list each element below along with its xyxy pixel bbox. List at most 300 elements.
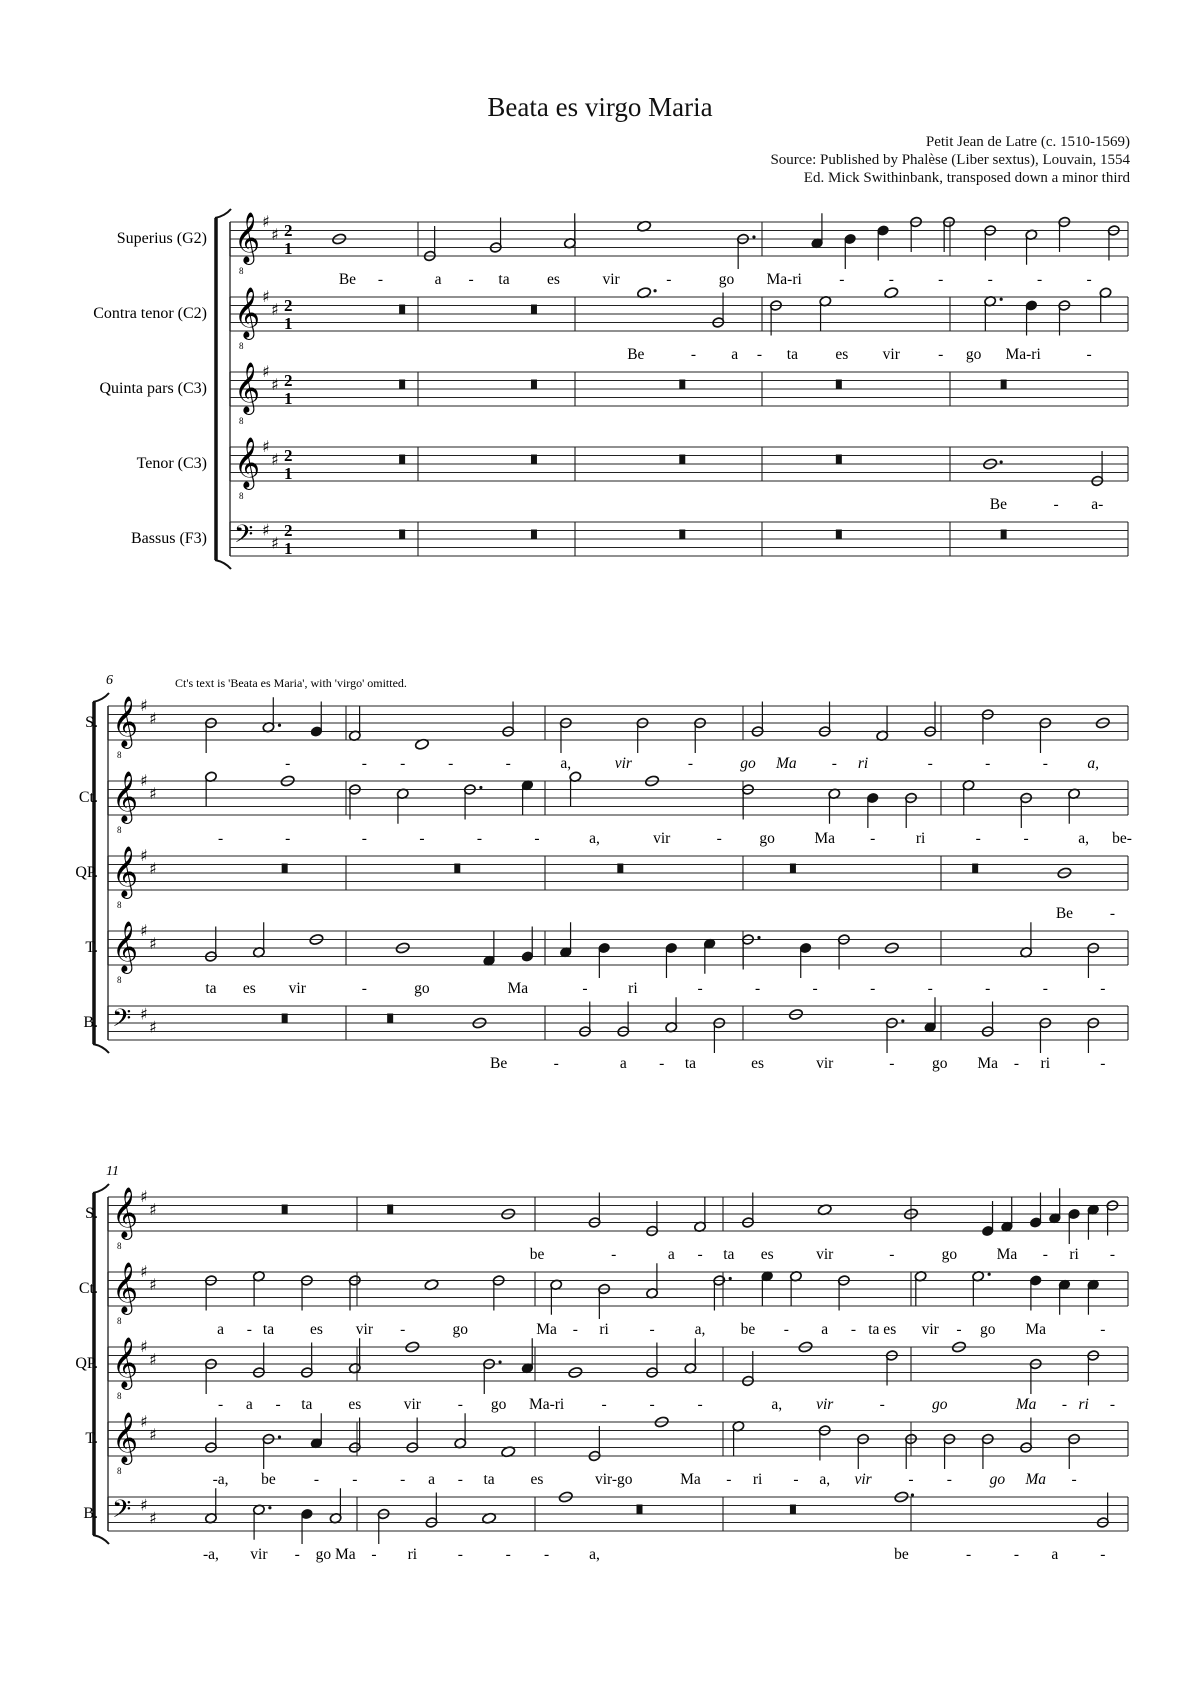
- lyric-syllable: -: [987, 271, 993, 288]
- treble-clef-icon: 𝄞: [112, 696, 139, 747]
- lyric-syllable: -: [870, 830, 876, 847]
- lyric-syllable: -: [908, 1471, 914, 1488]
- lyric-syllable: Ma: [776, 755, 797, 772]
- lyric-syllable: -: [572, 1321, 578, 1338]
- lyric-syllable: -: [352, 1471, 358, 1488]
- lyric-syllable: -: [1086, 346, 1092, 363]
- staff: [85, 921, 1128, 997]
- lyric-syllable: -: [938, 271, 944, 288]
- lyric-syllable: a-: [1091, 496, 1104, 513]
- rest-icon: [836, 455, 842, 465]
- dot: [278, 724, 281, 727]
- lyric-syllable: es: [309, 1321, 323, 1338]
- rest-icon: [399, 455, 405, 465]
- lyric-syllable: -: [457, 1396, 463, 1413]
- lyric-syllable: a,: [560, 755, 572, 772]
- lyric-syllable: go: [989, 1471, 1006, 1488]
- sharp-icon: ♯: [262, 362, 270, 381]
- lyric-syllable: -: [687, 755, 694, 772]
- lyric-syllable: vir: [355, 1321, 373, 1338]
- time-signature-top: 2: [284, 221, 293, 240]
- lyric-syllable: go: [932, 1396, 948, 1413]
- lyric-syllable: -: [377, 271, 383, 288]
- lyric-syllable: ta: [262, 1321, 275, 1338]
- sharp-icon: ♯: [140, 1495, 148, 1515]
- lyric-syllable: -: [1053, 496, 1059, 513]
- lyric-syllable: -: [1023, 830, 1029, 847]
- staff-label: Quinta pars (C3): [99, 380, 207, 397]
- lyric-syllable: vir: [288, 980, 306, 997]
- staff: [137, 437, 1128, 513]
- lyric-syllable: -: [275, 1396, 281, 1413]
- staff: [117, 212, 1128, 288]
- lyric-syllable: be: [740, 1321, 756, 1338]
- lyric-syllable: ri: [1040, 1055, 1051, 1072]
- rest-icon: [399, 530, 405, 540]
- staff-label: Contra tenor (C2): [93, 305, 207, 322]
- octave-marker-icon: 8: [239, 491, 244, 501]
- staff-label: QP.: [75, 1355, 98, 1372]
- rest-icon: [790, 864, 796, 874]
- rest-icon: [617, 864, 623, 874]
- lyric-syllable: -: [1086, 271, 1092, 288]
- time-signature-top: 2: [284, 371, 293, 390]
- lyric-syllable: es: [835, 346, 849, 363]
- dot: [278, 1435, 281, 1438]
- lyric-syllable: -: [217, 830, 224, 847]
- bracket-top: [93, 1184, 109, 1193]
- sharp-icon: ♯: [149, 1274, 157, 1294]
- lyric-syllable: -: [601, 1396, 607, 1413]
- lyric-syllable: es: [348, 1396, 362, 1413]
- dot: [911, 1493, 914, 1496]
- treble-clef-icon: 𝄞: [234, 212, 261, 263]
- lyric-syllable: -: [649, 1321, 655, 1338]
- dot: [268, 1506, 271, 1509]
- lyric-syllable: vir: [403, 1396, 421, 1413]
- lyric-syllable: -: [313, 1471, 320, 1488]
- sharp-icon: ♯: [140, 921, 148, 940]
- bracket-bottom: [93, 1044, 109, 1053]
- sharp-icon: ♯: [149, 1017, 157, 1037]
- lyric-syllable: -: [1109, 905, 1115, 922]
- time-signature-bottom: 1: [284, 239, 293, 258]
- dot: [752, 235, 755, 238]
- lyric-syllable: -: [285, 830, 291, 847]
- lyric-syllable: -: [371, 1546, 377, 1563]
- rest-icon: [282, 864, 288, 874]
- staff-label: Bassus (F3): [130, 530, 207, 547]
- lyric-syllable: ri: [915, 830, 926, 847]
- rest-icon: [1001, 530, 1007, 540]
- lyric-syllable: Ma: [1015, 1396, 1037, 1413]
- lyric-syllable: -: [839, 271, 845, 288]
- sharp-icon: ♯: [262, 437, 270, 456]
- octave-marker-icon: 8: [239, 341, 244, 351]
- dot: [901, 1019, 904, 1022]
- rest-icon: [637, 1505, 643, 1515]
- sharp-icon: ♯: [271, 299, 279, 319]
- octave-marker-icon: 8: [117, 975, 122, 985]
- lyric-syllable: vir: [882, 346, 900, 363]
- octave-marker-icon: 8: [239, 416, 244, 426]
- sharp-icon: ♯: [149, 1349, 157, 1369]
- lyric-syllable: ta es: [868, 1321, 897, 1338]
- lyric-syllable: ta: [684, 1055, 697, 1072]
- bracket-bottom: [215, 560, 231, 569]
- lyric-syllable: -: [754, 980, 761, 997]
- lyric-syllable: Ma: [977, 1055, 999, 1072]
- sharp-icon: ♯: [271, 449, 279, 469]
- lyric-syllable: -: [1100, 1321, 1106, 1338]
- lyric-syllable: Ma: [507, 980, 529, 997]
- octave-marker-icon: 8: [239, 266, 244, 276]
- lyric-syllable: -: [1042, 755, 1048, 772]
- lyric-syllable: -: [697, 1246, 703, 1263]
- lyric-syllable: -: [582, 980, 588, 997]
- rest-icon: [282, 1014, 288, 1024]
- lyric-syllable: go: [759, 830, 775, 847]
- sharp-icon: ♯: [149, 708, 157, 728]
- lyric-syllable: -: [756, 346, 763, 363]
- rest-icon: [282, 1205, 288, 1215]
- lyric-syllable: ta: [205, 980, 217, 997]
- lyric-syllable: -: [1071, 1471, 1077, 1488]
- sharp-icon: ♯: [271, 224, 279, 244]
- rest-icon: [531, 305, 537, 315]
- dot: [757, 936, 760, 939]
- lyric-syllable: es: [760, 1246, 774, 1263]
- staff: [85, 696, 1128, 772]
- lyric-syllable: -: [457, 1471, 463, 1488]
- lyric-syllable: vir: [250, 1546, 268, 1563]
- staff-label: Ct.: [78, 789, 98, 806]
- lyric-syllable: Ma: [814, 830, 836, 847]
- octave-marker-icon: 8: [117, 1241, 122, 1251]
- staff: [85, 1412, 1128, 1488]
- lyric-syllable: -: [246, 1321, 252, 1338]
- dot: [729, 1277, 732, 1280]
- lyric-syllable: Ma: [996, 1246, 1018, 1263]
- lyric-syllable: a: [731, 346, 739, 363]
- lyric-syllable: be: [894, 1546, 909, 1563]
- treble-clef-icon: 𝄞: [234, 287, 261, 338]
- bass-clef-icon: 𝄢: [112, 1495, 132, 1530]
- dot: [1000, 298, 1003, 301]
- sharp-icon: ♯: [262, 212, 270, 231]
- treble-clef-icon: 𝄞: [112, 1337, 139, 1388]
- lyric-syllable: go: [740, 755, 756, 772]
- lyric-syllable: -: [666, 271, 672, 288]
- lyric-syllable: -a,: [202, 1546, 219, 1563]
- lyric-syllable: ri: [1078, 1396, 1089, 1413]
- lyric-syllable: vir: [816, 1055, 834, 1072]
- time-signature-top: 2: [284, 296, 293, 315]
- lyric-syllable: -: [1100, 1055, 1106, 1072]
- octave-marker-icon: 8: [117, 1316, 122, 1326]
- rest-icon: [836, 380, 842, 390]
- lyric-syllable: -: [985, 755, 991, 772]
- lyric-syllable: -: [553, 1055, 559, 1072]
- staff-label: Superius (G2): [116, 230, 207, 247]
- treble-clef-icon: 𝄞: [112, 771, 139, 822]
- treble-clef-icon: 𝄞: [112, 1412, 139, 1463]
- dot: [498, 1360, 501, 1363]
- lyric-syllable: ri: [1069, 1246, 1079, 1263]
- lyric-syllable: a,: [771, 1396, 783, 1413]
- sharp-icon: ♯: [262, 287, 270, 306]
- sharp-icon: ♯: [149, 783, 157, 803]
- lyric-syllable: -: [649, 1396, 655, 1413]
- sharp-icon: ♯: [149, 1424, 157, 1444]
- lyric-syllable: Ma-ri: [528, 1396, 565, 1413]
- lyric-syllable: vir-go: [594, 1471, 633, 1488]
- lyric-syllable: Be: [490, 1055, 508, 1072]
- lyric-syllable: be: [529, 1246, 545, 1263]
- rest-icon: [399, 305, 405, 315]
- lyric-syllable: ta: [786, 346, 798, 363]
- sharp-icon: ♯: [271, 374, 279, 394]
- time-signature-top: 2: [284, 446, 293, 465]
- lyric-syllable: a,: [589, 830, 600, 847]
- rest-icon: [836, 530, 842, 540]
- lyric-syllable: a,: [1087, 755, 1100, 772]
- staff: [75, 1337, 1128, 1413]
- lyric-syllable: -: [534, 830, 540, 847]
- lyric-syllable: -: [361, 830, 367, 847]
- lyric-syllable: Be: [989, 496, 1008, 513]
- lyric-syllable: go: [941, 1246, 958, 1263]
- lyric-syllable: a,: [589, 1546, 600, 1563]
- sharp-icon: ♯: [140, 1337, 148, 1356]
- lyric-syllable: -: [831, 755, 837, 772]
- staff-label: S.: [85, 1205, 98, 1222]
- lyric-syllable: ta: [723, 1246, 735, 1263]
- lyric-syllable: ri: [407, 1546, 418, 1563]
- rest-icon: [679, 530, 685, 540]
- lyric-syllable: a: [821, 1321, 829, 1338]
- lyric-syllable: Ma: [680, 1471, 701, 1488]
- staff-label: T.: [85, 939, 98, 956]
- dot: [1000, 460, 1003, 463]
- lyric-syllable: go: [718, 271, 735, 288]
- lyric-syllable: es: [242, 980, 256, 997]
- lyric-syllable: es: [546, 271, 560, 288]
- lyric-syllable: -: [1109, 1396, 1115, 1413]
- lyric-syllable: Ma: [536, 1321, 557, 1338]
- time-signature-bottom: 1: [284, 314, 293, 333]
- lyric-syllable: -: [1037, 271, 1043, 288]
- staff: [93, 287, 1128, 363]
- rest-icon: [790, 1505, 796, 1515]
- lyric-syllable: -: [1100, 980, 1106, 997]
- lyric-syllable: -: [505, 1546, 511, 1563]
- dot: [479, 786, 482, 789]
- rest-icon: [679, 380, 685, 390]
- measure-number: 6: [106, 673, 113, 688]
- lyric-syllable: -: [783, 1321, 789, 1338]
- treble-clef-icon: 𝄞: [112, 1262, 139, 1313]
- lyric-syllable: -: [726, 1471, 732, 1488]
- dot: [653, 289, 656, 292]
- lyric-syllable: -: [419, 830, 425, 847]
- lyric-syllable: ta: [301, 1396, 313, 1413]
- lyric-syllable: -: [927, 980, 933, 997]
- time-signature-bottom: 1: [284, 539, 293, 558]
- lyric-syllable: vir: [653, 830, 671, 847]
- lyric-syllable: -: [544, 1546, 550, 1563]
- lyric-syllable: a: [434, 271, 442, 288]
- staff: [99, 362, 1128, 426]
- lyric-syllable: go: [452, 1321, 469, 1338]
- octave-marker-icon: 8: [117, 1466, 122, 1476]
- lyric-syllable: -: [285, 755, 291, 772]
- lyric-syllable: go: [414, 980, 430, 997]
- lyric-syllable: vir: [816, 1246, 834, 1263]
- lyric-syllable: a: [1051, 1546, 1059, 1563]
- lyric-syllable: go Ma: [315, 1546, 356, 1563]
- staff-label: S.: [85, 714, 98, 731]
- lyric-syllable: -: [716, 830, 722, 847]
- staff-label: QP.: [75, 864, 98, 881]
- lyric-syllable: go: [490, 1396, 507, 1413]
- lyric-syllable: Ma: [1025, 1471, 1047, 1488]
- lyric-syllable: a,: [694, 1321, 706, 1338]
- lyric-syllable: a,: [1078, 830, 1090, 847]
- lyric-syllable: -: [1100, 1546, 1106, 1563]
- lyric-syllable: -: [975, 830, 981, 847]
- lyric-syllable: es: [751, 1055, 765, 1072]
- sharp-icon: ♯: [149, 933, 157, 953]
- lyric-syllable: -: [294, 1546, 300, 1563]
- octave-marker-icon: 8: [117, 900, 122, 910]
- octave-marker-icon: 8: [117, 750, 122, 760]
- lyric-syllable: -: [611, 1246, 617, 1263]
- lyric-syllable: -: [400, 1471, 406, 1488]
- staff-label: T.: [85, 1430, 98, 1447]
- staff: [79, 1262, 1128, 1338]
- staff: [75, 846, 1128, 922]
- lyric-syllable: -: [697, 980, 703, 997]
- staff-label: Tenor (C3): [136, 455, 207, 472]
- lyric-syllable: -: [457, 1546, 463, 1563]
- lyric-syllable: a: [245, 1396, 253, 1413]
- lyric-syllable: go: [979, 1321, 996, 1338]
- lyric-syllable: ta: [498, 271, 510, 288]
- lyric-syllable: -: [965, 1546, 972, 1563]
- lyric-syllable: Be: [338, 271, 357, 288]
- lyric-syllable: -: [361, 980, 367, 997]
- lyric-syllable: -: [659, 1055, 665, 1072]
- dot: [988, 1273, 991, 1276]
- lyric-syllable: a: [428, 1471, 435, 1488]
- lyric-syllable: ri: [599, 1321, 609, 1338]
- sharp-icon: ♯: [149, 1508, 157, 1528]
- lyric-syllable: -: [1013, 1055, 1020, 1072]
- octave-marker-icon: 8: [117, 825, 122, 835]
- lyric-syllable: vir: [816, 1396, 834, 1413]
- sharp-icon: ♯: [140, 846, 148, 865]
- lyric-syllable: -: [1109, 1246, 1115, 1263]
- lyric-syllable: vir: [602, 271, 620, 288]
- lyric-syllable: a,: [819, 1471, 831, 1488]
- sharp-icon: ♯: [140, 1004, 148, 1024]
- editor-credit: Ed. Mick Swithinbank, transposed down a minor third: [803, 170, 1130, 186]
- lyric-syllable: -: [889, 1246, 895, 1263]
- lyric-syllable: vir: [921, 1321, 939, 1338]
- lyric-syllable: -: [448, 755, 454, 772]
- lyric-syllable: -: [938, 346, 944, 363]
- sharp-icon: ♯: [140, 1262, 148, 1281]
- lyric-syllable: -: [956, 1321, 962, 1338]
- measure-number: 11: [106, 1164, 119, 1179]
- lyric-syllable: ri: [857, 755, 869, 772]
- staff: [85, 1187, 1128, 1263]
- bracket-top: [93, 693, 109, 702]
- time-signature-bottom: 1: [284, 464, 293, 483]
- lyric-syllable: -: [889, 1055, 895, 1072]
- staff-label: B.: [83, 1505, 98, 1522]
- lyric-syllable: -a,: [212, 1471, 229, 1488]
- lyric-syllable: -: [850, 1321, 857, 1338]
- staff-label: B.: [83, 1014, 98, 1031]
- sharp-icon: ♯: [140, 696, 148, 715]
- treble-clef-icon: 𝄞: [112, 846, 139, 897]
- sharp-icon: ♯: [140, 1187, 148, 1206]
- lyric-syllable: Ma: [1025, 1321, 1047, 1338]
- lyric-syllable: -: [985, 980, 991, 997]
- lyric-syllable: -: [1042, 1246, 1048, 1263]
- rest-icon: [531, 530, 537, 540]
- bass-clef-icon: 𝄢: [112, 1004, 132, 1039]
- lyric-syllable: -: [468, 271, 474, 288]
- rest-icon: [679, 455, 685, 465]
- editorial-annotation: Ct's text is 'Beata es Maria', with 'virgo' omitted.: [175, 676, 407, 690]
- lyric-syllable: a: [667, 1246, 675, 1263]
- bracket-bottom: [93, 1535, 109, 1544]
- system-bracket: [215, 209, 231, 569]
- lyric-syllable: a: [217, 1321, 224, 1338]
- rest-icon: [531, 380, 537, 390]
- lyric-syllable: be-: [1112, 830, 1132, 847]
- bass-clef-icon: 𝄢: [234, 520, 254, 555]
- composer-credit: Petit Jean de Latre (c. 1510-1569): [925, 134, 1130, 150]
- lyric-syllable: -: [888, 271, 894, 288]
- staff: [131, 520, 1128, 558]
- rest-icon: [972, 864, 978, 874]
- lyric-syllable: -: [217, 1396, 224, 1413]
- lyric-syllable: ri: [752, 1471, 763, 1488]
- lyric-syllable: vir: [614, 755, 632, 772]
- lyric-syllable: Ma-ri: [766, 271, 802, 288]
- lyric-syllable: -: [690, 346, 697, 363]
- rest-icon: [387, 1014, 393, 1024]
- treble-clef-icon: 𝄞: [234, 437, 261, 488]
- lyric-syllable: -: [361, 755, 367, 772]
- lyric-syllable: vir: [854, 1471, 872, 1488]
- sharp-icon: ♯: [149, 1199, 157, 1219]
- sharp-icon: ♯: [140, 771, 148, 790]
- lyric-syllable: -: [793, 1471, 799, 1488]
- lyric-syllable: -: [870, 980, 876, 997]
- octave-marker-icon: 8: [117, 1391, 122, 1401]
- lyric-syllable: ri: [628, 980, 638, 997]
- rest-icon: [399, 380, 405, 390]
- rest-icon: [1001, 380, 1007, 390]
- lyric-syllable: -: [400, 1321, 406, 1338]
- sharp-icon: ♯: [271, 533, 279, 553]
- lyric-syllable: -: [1013, 1546, 1020, 1563]
